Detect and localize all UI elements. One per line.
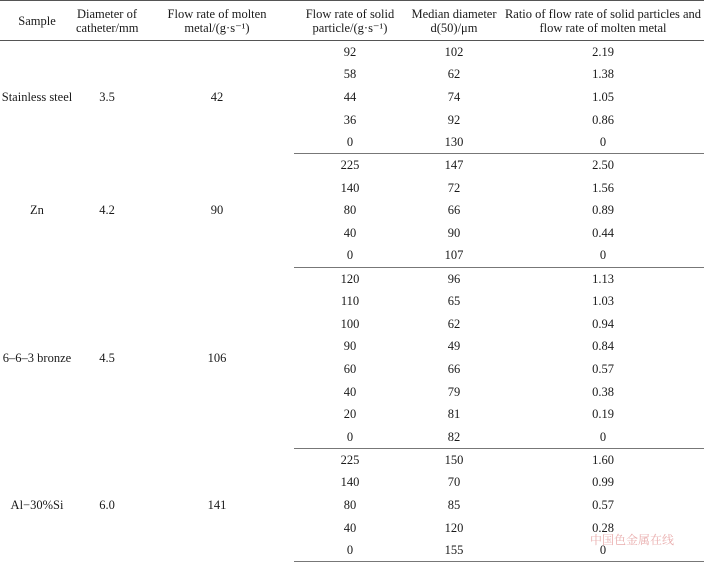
table-row bbox=[0, 154, 704, 177]
header-solid-flow: Flow rate of solid particle/(g·s⁻¹) bbox=[294, 1, 406, 41]
median-diameter-cell: 62 bbox=[447, 316, 461, 331]
ratio-cell: 0.38 bbox=[592, 384, 614, 399]
sample-cell: Zn bbox=[30, 203, 44, 218]
ratio-cell: 0.44 bbox=[592, 226, 614, 241]
median-diameter-cell: 49 bbox=[447, 339, 461, 354]
solid-flow-cell: 40 bbox=[343, 226, 357, 241]
ratio-cell: 0.86 bbox=[592, 112, 614, 127]
table-row bbox=[0, 267, 704, 290]
solid-flow-cell: 60 bbox=[343, 362, 357, 377]
solid-flow-cell: 80 bbox=[343, 203, 357, 218]
ratio-cell: 1.05 bbox=[592, 90, 614, 105]
median-diameter-cell: 66 bbox=[447, 362, 461, 377]
diameter-cell: 6.0 bbox=[99, 497, 115, 512]
ratio-cell: 0.57 bbox=[592, 497, 614, 512]
ratio-cell: 1.03 bbox=[592, 294, 614, 309]
header-median-diameter: Median diameter d(50)/μm bbox=[406, 1, 502, 41]
ratio-cell: 0 bbox=[502, 244, 704, 267]
solid-flow-cell: 120 bbox=[340, 271, 360, 286]
median-diameter-cell: 107 bbox=[406, 244, 502, 267]
ratio-cell: 0 bbox=[502, 131, 704, 154]
ratio-cell: 1.38 bbox=[592, 67, 614, 82]
ratio-cell: 0.19 bbox=[592, 407, 614, 422]
median-diameter-cell: 92 bbox=[447, 112, 461, 127]
solid-flow-cell: 110 bbox=[340, 294, 360, 309]
median-diameter-cell: 155 bbox=[406, 539, 502, 562]
header-ratio: Ratio of flow rate of solid particles and flow rate of molten metal bbox=[502, 1, 704, 41]
ratio-cell: 1.60 bbox=[592, 452, 614, 467]
solid-flow-cell: 0 bbox=[294, 131, 406, 154]
ratio-cell: 0.84 bbox=[592, 339, 614, 354]
solid-flow-cell: 140 bbox=[340, 475, 360, 490]
solid-flow-cell: 92 bbox=[343, 45, 357, 60]
median-diameter-cell: 74 bbox=[447, 90, 461, 105]
header-row bbox=[0, 1, 704, 41]
ratio-cell: 0.28 bbox=[592, 520, 614, 535]
median-diameter-cell: 79 bbox=[447, 384, 461, 399]
solid-flow-cell: 90 bbox=[343, 339, 357, 354]
solid-flow-cell: 100 bbox=[340, 316, 360, 331]
ratio-cell: 0.89 bbox=[592, 203, 614, 218]
solid-flow-cell: 0 bbox=[294, 426, 406, 449]
molten-flow-cell: 106 bbox=[207, 350, 227, 365]
median-diameter-cell: 66 bbox=[447, 203, 461, 218]
median-diameter-cell: 130 bbox=[406, 131, 502, 154]
median-diameter-cell: 102 bbox=[444, 45, 464, 60]
solid-flow-cell: 36 bbox=[343, 112, 357, 127]
solid-flow-cell: 0 bbox=[294, 244, 406, 267]
table-row bbox=[0, 41, 704, 64]
median-diameter-cell: 90 bbox=[447, 226, 461, 241]
sample-cell: Al−30%Si bbox=[10, 497, 64, 512]
median-diameter-cell: 150 bbox=[444, 452, 464, 467]
median-diameter-cell: 62 bbox=[447, 67, 461, 82]
molten-flow-cell: 141 bbox=[207, 497, 227, 512]
table-body bbox=[0, 41, 704, 562]
diameter-cell: 3.5 bbox=[99, 90, 115, 105]
table-header bbox=[0, 1, 704, 41]
header-sample: Sample bbox=[0, 1, 74, 41]
sample-cell: 6–6–3 bronze bbox=[2, 350, 72, 365]
ratio-cell: 2.19 bbox=[592, 45, 614, 60]
solid-flow-cell: 140 bbox=[340, 180, 360, 195]
median-diameter-cell: 85 bbox=[447, 497, 461, 512]
median-diameter-cell: 96 bbox=[447, 271, 461, 286]
median-diameter-cell: 82 bbox=[406, 426, 502, 449]
solid-flow-cell: 80 bbox=[343, 497, 357, 512]
solid-flow-cell: 40 bbox=[343, 384, 357, 399]
ratio-cell: 1.13 bbox=[592, 271, 614, 286]
table-row bbox=[0, 448, 704, 471]
ratio-cell: 0 bbox=[502, 539, 704, 562]
median-diameter-cell: 72 bbox=[447, 180, 461, 195]
ratio-cell: 0.99 bbox=[592, 475, 614, 490]
header-molten-flow: Flow rate of molten metal/(g·s⁻¹) bbox=[140, 1, 294, 41]
ratio-cell: 0.57 bbox=[592, 362, 614, 377]
solid-flow-cell: 20 bbox=[343, 407, 357, 422]
molten-flow-cell: 42 bbox=[210, 90, 224, 105]
solid-flow-cell: 225 bbox=[340, 452, 360, 467]
solid-flow-cell: 58 bbox=[343, 67, 357, 82]
median-diameter-cell: 65 bbox=[447, 294, 461, 309]
solid-flow-cell: 40 bbox=[343, 520, 357, 535]
diameter-cell: 4.2 bbox=[99, 203, 115, 218]
median-diameter-cell: 120 bbox=[444, 520, 464, 535]
solid-flow-cell: 0 bbox=[294, 539, 406, 562]
median-diameter-cell: 70 bbox=[447, 475, 461, 490]
solid-flow-cell: 225 bbox=[340, 158, 360, 173]
ratio-cell: 2.50 bbox=[592, 158, 614, 173]
header-diameter: Diameter of catheter/mm bbox=[74, 1, 140, 41]
sample-cell: Stainless steel bbox=[1, 90, 73, 105]
diameter-cell: 4.5 bbox=[99, 350, 115, 365]
molten-flow-cell: 90 bbox=[210, 203, 224, 218]
median-diameter-cell: 81 bbox=[447, 407, 461, 422]
ratio-cell: 0.94 bbox=[592, 316, 614, 331]
median-diameter-cell: 147 bbox=[444, 158, 464, 173]
ratio-cell: 1.56 bbox=[592, 180, 614, 195]
solid-flow-cell: 44 bbox=[343, 90, 357, 105]
watermark: 中国色金属在线 bbox=[589, 533, 674, 547]
ratio-cell: 0 bbox=[502, 426, 704, 449]
